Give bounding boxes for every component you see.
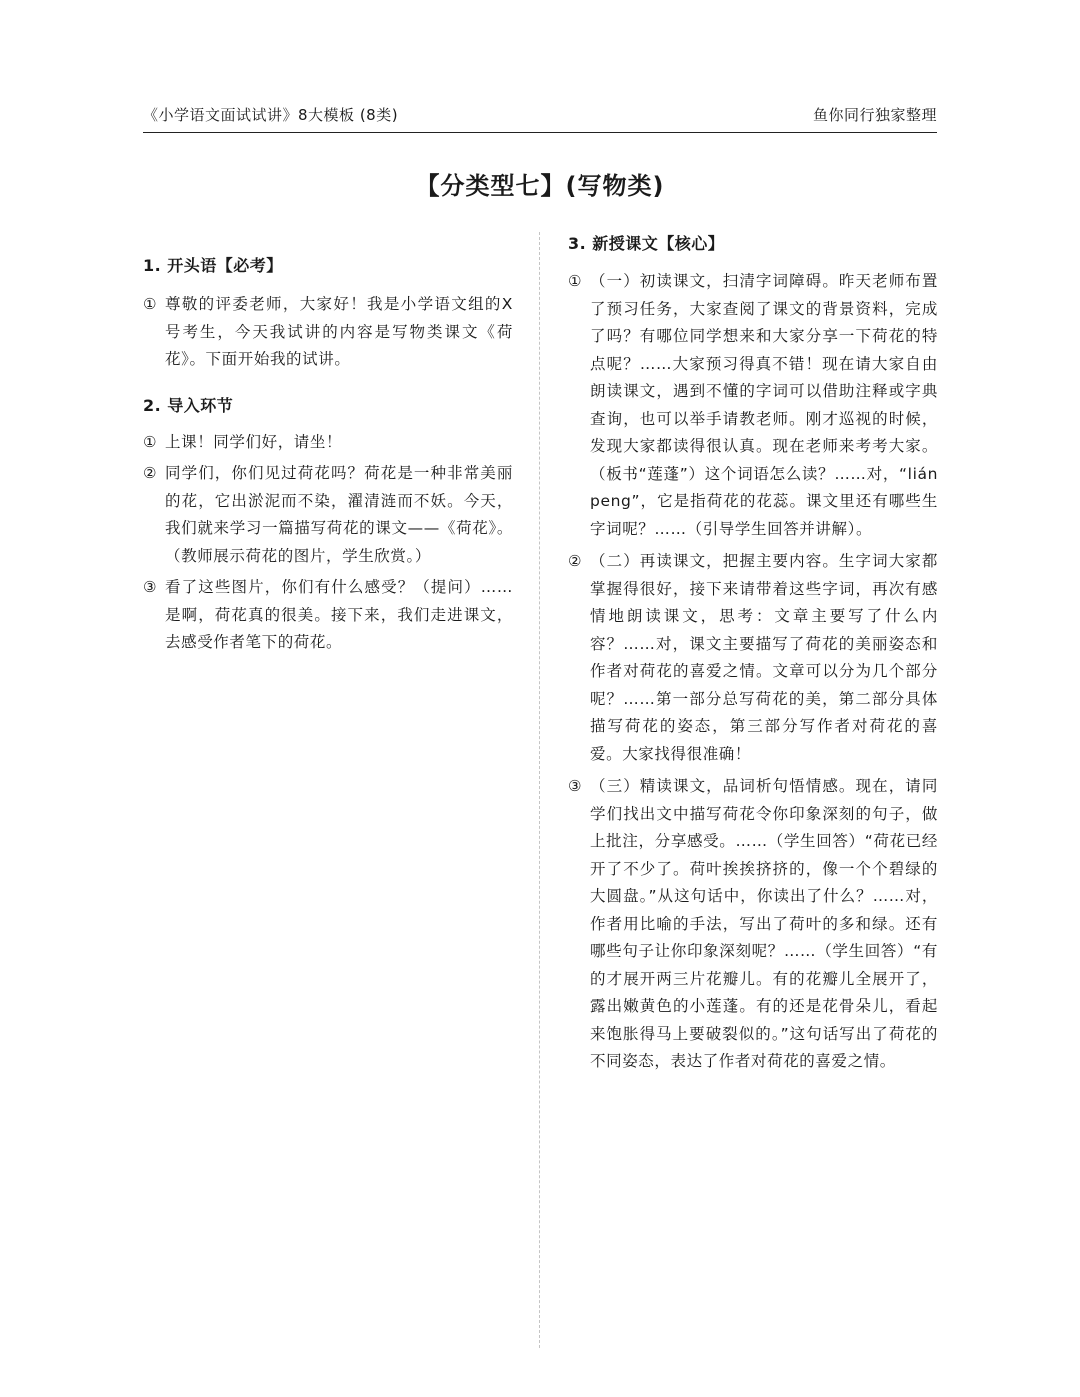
section-heading-intro: 2. 导入环节 [143, 395, 234, 415]
item-text: （二）再读课文，把握主要内容。生字词大家都掌握得很好，接下来请带着这些字词，再次有感情地朗读课文，思考：文章主要写了什么内容？……对，课文主要描写了荷花的美丽姿态和作者对荷花的喜爱之情。文章可以分为几个部分呢？……第一部分总写荷花的美，第二部分具体描写荷花的姿态，第三部分写作者对荷花的喜爱。大家找得很准确！ [590, 552, 938, 763]
list-item [143, 429, 513, 457]
item-text: 尊敬的评委老师，大家好！我是小学语文组的X号考生，今天我试讲的内容是写物类课文《荷花》。下面开始我的试讲。 [165, 295, 513, 368]
item-number: ③ [568, 777, 583, 795]
item-number: ② [568, 552, 583, 570]
page-header [143, 104, 937, 133]
list-item [143, 574, 513, 657]
left-column [143, 232, 513, 657]
right-column [568, 232, 938, 1076]
section-heading-new-lesson: 3. 新授课文【核心】 [568, 234, 725, 253]
item-text: （一）初读课文，扫清字词障碍。昨天老师布置了预习任务，大家查阅了课文的背景资料，完成了吗？有哪位同学想来和大家分享一下荷花的特点呢？……大家预习得真不错！现在请大家自由朗读课文，遇到不懂的字词可以借助注释或字典查询，也可以举手请教老师。刚才巡视的时候，发现大家都读得很认真。现在老师来考考大家。（板书“莲蓬”）这个词语怎么读？……对，“lián peng”，它是指荷花的花蕊。课文里还有哪些生字词呢？……（引导学生回答并讲解）。 [590, 272, 938, 538]
item-number: ② [143, 464, 158, 482]
list-item [568, 548, 938, 768]
item-text: 上课！同学们好，请坐！ [165, 432, 343, 451]
list-item [143, 460, 513, 570]
item-text: （三）精读课文，品词析句悟情感。现在，请同学们找出文中描写荷花令你印象深刻的句子，做上批注，分享感受。……（学生回答）“荷花已经开了不少了。荷叶挨挨挤挤的，像一个个碧绿的大圆盘。”从这句话中，你读出了什么？……对，作者用比喻的手法，写出了荷叶的多和绿。还有哪些句子让你印象深刻呢？……（学生回答）“有的才展开两三片花瓣儿。有的花瓣儿全展开了，露出嫩黄色的小莲蓬。有的还是花骨朵儿，看起来饱胀得马上要破裂似的。”这句话写出了荷花的不同姿态，表达了作者对荷花的喜爱之情。 [590, 777, 938, 1070]
item-number: ① [143, 432, 158, 451]
item-number: ① [143, 295, 158, 313]
item-number: ① [568, 272, 583, 290]
header-left-title: 《小学语文面试试讲》8大模板 (8类) [143, 106, 399, 124]
list-item [568, 773, 938, 1076]
section-heading-opening: 1. 开头语【必考】 [143, 256, 283, 275]
header-right-source: 鱼你同行独家整理 [812, 106, 937, 124]
list-item [568, 268, 938, 543]
list-item [143, 291, 513, 374]
item-text: 同学们，你们见过荷花吗？荷花是一种非常美丽的花，它出淤泥而不染，濯清涟而不妖。今天，我们就来学习一篇描写荷花的课文——《荷花》。（教师展示荷花的图片，学生欣赏。） [165, 464, 513, 565]
page-title: 【分类型七】(写物类) [415, 172, 665, 200]
item-text: 看了这些图片，你们有什么感受？（提问）……是啊，荷花真的很美。接下来，我们走进课文，去感受作者笔下的荷花。 [165, 578, 513, 651]
column-divider [539, 232, 540, 1348]
item-number: ③ [143, 578, 158, 596]
